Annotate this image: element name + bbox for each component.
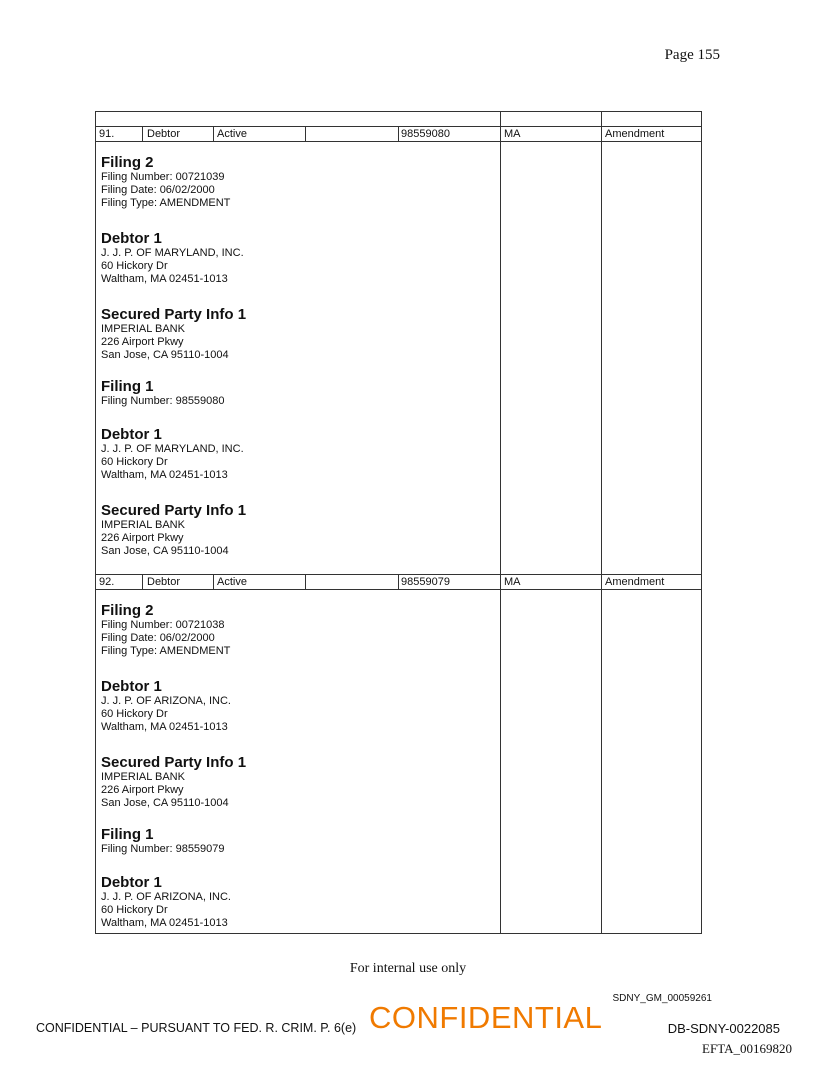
row-role: Debtor xyxy=(147,128,181,140)
row-number: 91. xyxy=(99,128,115,140)
table-rule xyxy=(96,141,701,142)
row-file-number: 98559080 xyxy=(401,128,450,140)
row-type: Amendment xyxy=(605,128,665,140)
table-row xyxy=(96,575,701,589)
page-number: Page 155 xyxy=(664,47,720,63)
table-rule xyxy=(96,589,701,590)
table-row xyxy=(96,127,701,141)
row-type: Amendment xyxy=(605,576,665,588)
filing-2-section: Filing 2 Filing Number: 00721039 Filing Date: 06/02/2000 Filing Type: AMENDMENT xyxy=(101,154,231,209)
debtor-section: Debtor 1 J. J. P. OF ARIZONA, INC. 60 Hickory Dr Waltham, MA 02451-1013 xyxy=(101,678,231,733)
row-state: MA xyxy=(504,576,521,588)
bates-number-right: DB-SDNY-0022085 xyxy=(667,1021,780,1036)
filing-1-section: Filing 1 Filing Number: 98559079 xyxy=(101,826,225,855)
debtor-section: Debtor 1 J. J. P. OF MARYLAND, INC. 60 Hickory Dr Waltham, MA 02451-1013 xyxy=(101,426,244,481)
confidential-notice: CONFIDENTIAL – PURSUANT TO FED. R. CRIM. P. 6(e) xyxy=(36,1021,357,1035)
filing-2-section: Filing 2 Filing Number: 00721038 Filing Date: 06/02/2000 Filing Type: AMENDMENT xyxy=(101,602,231,657)
row-state: MA xyxy=(504,128,521,140)
secured-party-section: Secured Party Info 1 IMPERIAL BANK 226 Airport Pkwy San Jose, CA 95110-1004 xyxy=(101,306,247,361)
filing-1-section: Filing 1 Filing Number: 98559080 xyxy=(101,378,225,407)
bates-number: SDNY_GM_00059261 xyxy=(612,993,712,1004)
footer-note: For internal use only xyxy=(349,961,467,976)
debtor-section: Debtor 1 J. J. P. OF MARYLAND, INC. 60 Hickory Dr Waltham, MA 02451-1013 xyxy=(101,230,244,285)
row-role: Debtor xyxy=(147,576,181,588)
row-status: Active xyxy=(217,128,247,140)
column-divider xyxy=(601,112,602,933)
row-file-number: 98559079 xyxy=(401,576,450,588)
efta-number: EFTA_00169820 xyxy=(702,1041,792,1056)
row-number: 92. xyxy=(99,576,115,588)
secured-party-section: Secured Party Info 1 IMPERIAL BANK 226 Airport Pkwy San Jose, CA 95110-1004 xyxy=(101,754,247,809)
ucc-filings-table xyxy=(95,111,702,934)
debtor-section: Debtor 1 J. J. P. OF ARIZONA, INC. 60 Hickory Dr Waltham, MA 02451-1013 xyxy=(101,874,231,929)
row-status: Active xyxy=(217,576,247,588)
secured-party-section: Secured Party Info 1 IMPERIAL BANK 226 Airport Pkwy San Jose, CA 95110-1004 xyxy=(101,502,247,557)
confidential-stamp: CONFIDENTIAL xyxy=(369,1000,603,1035)
column-divider xyxy=(500,112,501,933)
